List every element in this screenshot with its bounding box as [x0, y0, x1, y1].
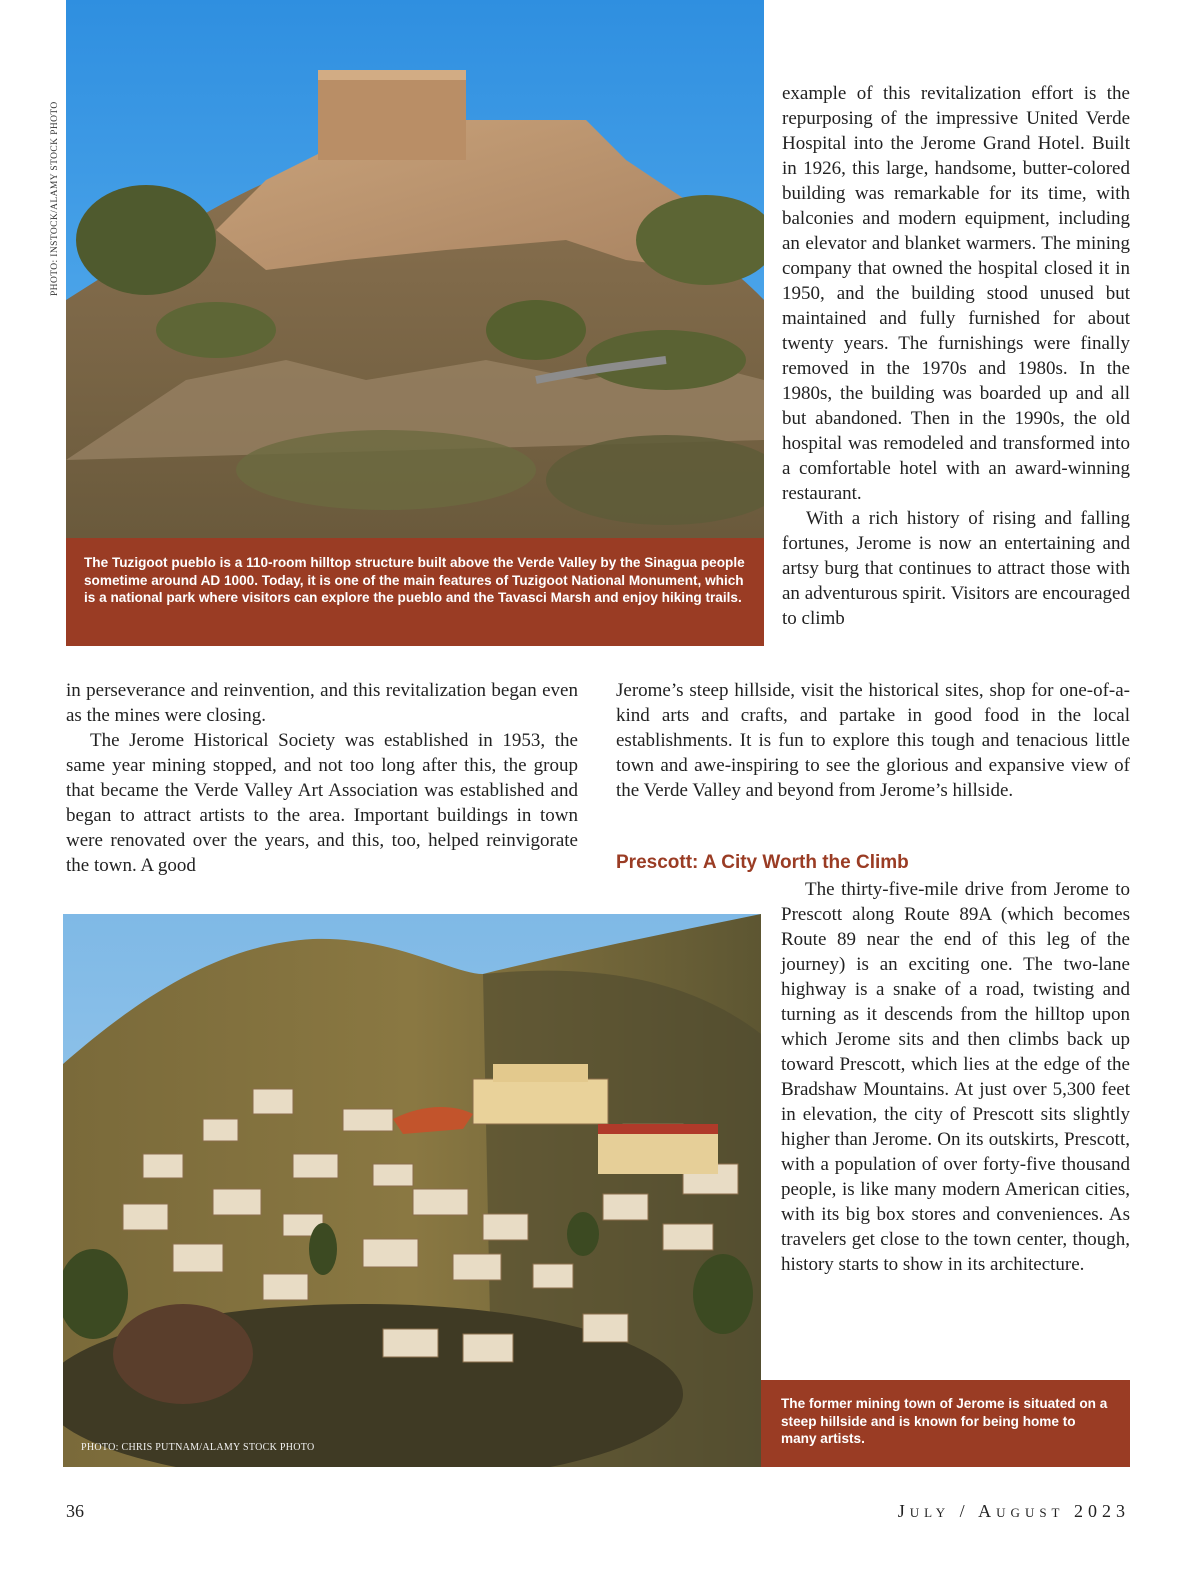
tuzigoot-photo-caption	[66, 538, 764, 646]
right-column-mid-text	[616, 678, 1130, 803]
paragraph-historical-society: The Jerome Historical Society was established in 1953, the same year mining stopped, and not too long after this, the group that became the Verde Valley Art Association was established and began to attract artists to the area. Important buildings in town were renovated over the years, and this, too, helped reinvigorate the town. A good	[66, 730, 578, 876]
page-number: 36	[66, 1501, 84, 1521]
paragraph-hotel: example of this revitalization effort is the repurposing of the impressive United Verde Hospital into the Jerome Grand Hotel. Built in 1926, this large, handsome, butter-colored building was remarkable for its time, with balconies and modern equipment, including an elevator and blanket warmers. The mining company that owned the hospital closed it in 1950, and the building stood unused but maintained and fully furnished for about twenty years. The furnishings were finally removed in the 1970s and 1980s. In the 1980s, the building was boarded up and all but abandoned. Then in the 1990s, the old hospital was remodeled and transformed into a comfortable hotel with an award-winning restaurant.	[782, 83, 1130, 504]
paragraph-jerome-fortunes: With a rich history of rising and falling fortunes, Jerome is now an entertaining and artsy burg that continues to attract those with an adventurous spirit. Visitors are encouraged to climb	[782, 508, 1130, 629]
issue-date: July / August 2023	[897, 1501, 1130, 1521]
tuzigoot-caption-text: The Tuzigoot pueblo is a 110-room hilltop structure built above the Verde Valley by the Sinagua people sometime around AD 1000. Today, it is one of the main features of Tuzigoot National Monument, which is a national park where visitors can explore the pueblo and the Tavasci Marsh and enjoy hiking trails.	[84, 555, 745, 605]
photo-credit-vertical-text: PHOTO: INSTOCK/ALAMY STOCK PHOTO	[50, 101, 60, 296]
jerome-photo-caption	[761, 1380, 1130, 1467]
jerome-caption-text: The former mining town of Jerome is situated on a steep hillside and is known for being home to many artists.	[781, 1396, 1108, 1446]
paragraph-jerome-hillside: Jerome’s steep hillside, visit the historical sites, shop for one-of-a-kind arts and crafts, and partake in good food in the local establishments. It is fun to explore this tough and tenacious little town and awe-inspiring to see the glorious and expansive view of the Verde Valley and beyond from Jerome’s hillside.	[616, 680, 1130, 801]
paragraph-prescott-drive: The thirty-five-mile drive from Jerome to Prescott along Route 89A (which becomes Route 89 near the end of this leg of the journey) is an exciting one. The two-lane highway is a snake of a road, twisting and turning as it descends from the hilltop upon which Jerome sits and then climbs back up toward Prescott, which lies at the edge of the Bradshaw Mountains. At just over 5,300 feet in elevation, the city of Prescott sits slightly higher than Jerome. On its outskirts, Prescott, with a population of over forty-five thousand people, is like many modern American cities, with its big box stores and conveniences. As travelers get close to the town center, though, history starts to show in its architecture.	[781, 879, 1130, 1275]
paragraph-perseverance: in perseverance and reinvention, and this revitalization began even as the mines were closing.	[66, 680, 578, 726]
jerome-town-photo	[63, 914, 761, 1467]
jerome-photo-credit: PHOTO: CHRIS PUTNAM/ALAMY STOCK PHOTO	[81, 1442, 315, 1453]
right-column-top-text	[782, 81, 1130, 631]
left-column-text	[66, 678, 578, 878]
prescott-text	[781, 877, 1130, 1277]
tuzigoot-pueblo-photo	[66, 0, 764, 538]
section-heading-prescott: Prescott: A City Worth the Climb	[616, 852, 909, 873]
